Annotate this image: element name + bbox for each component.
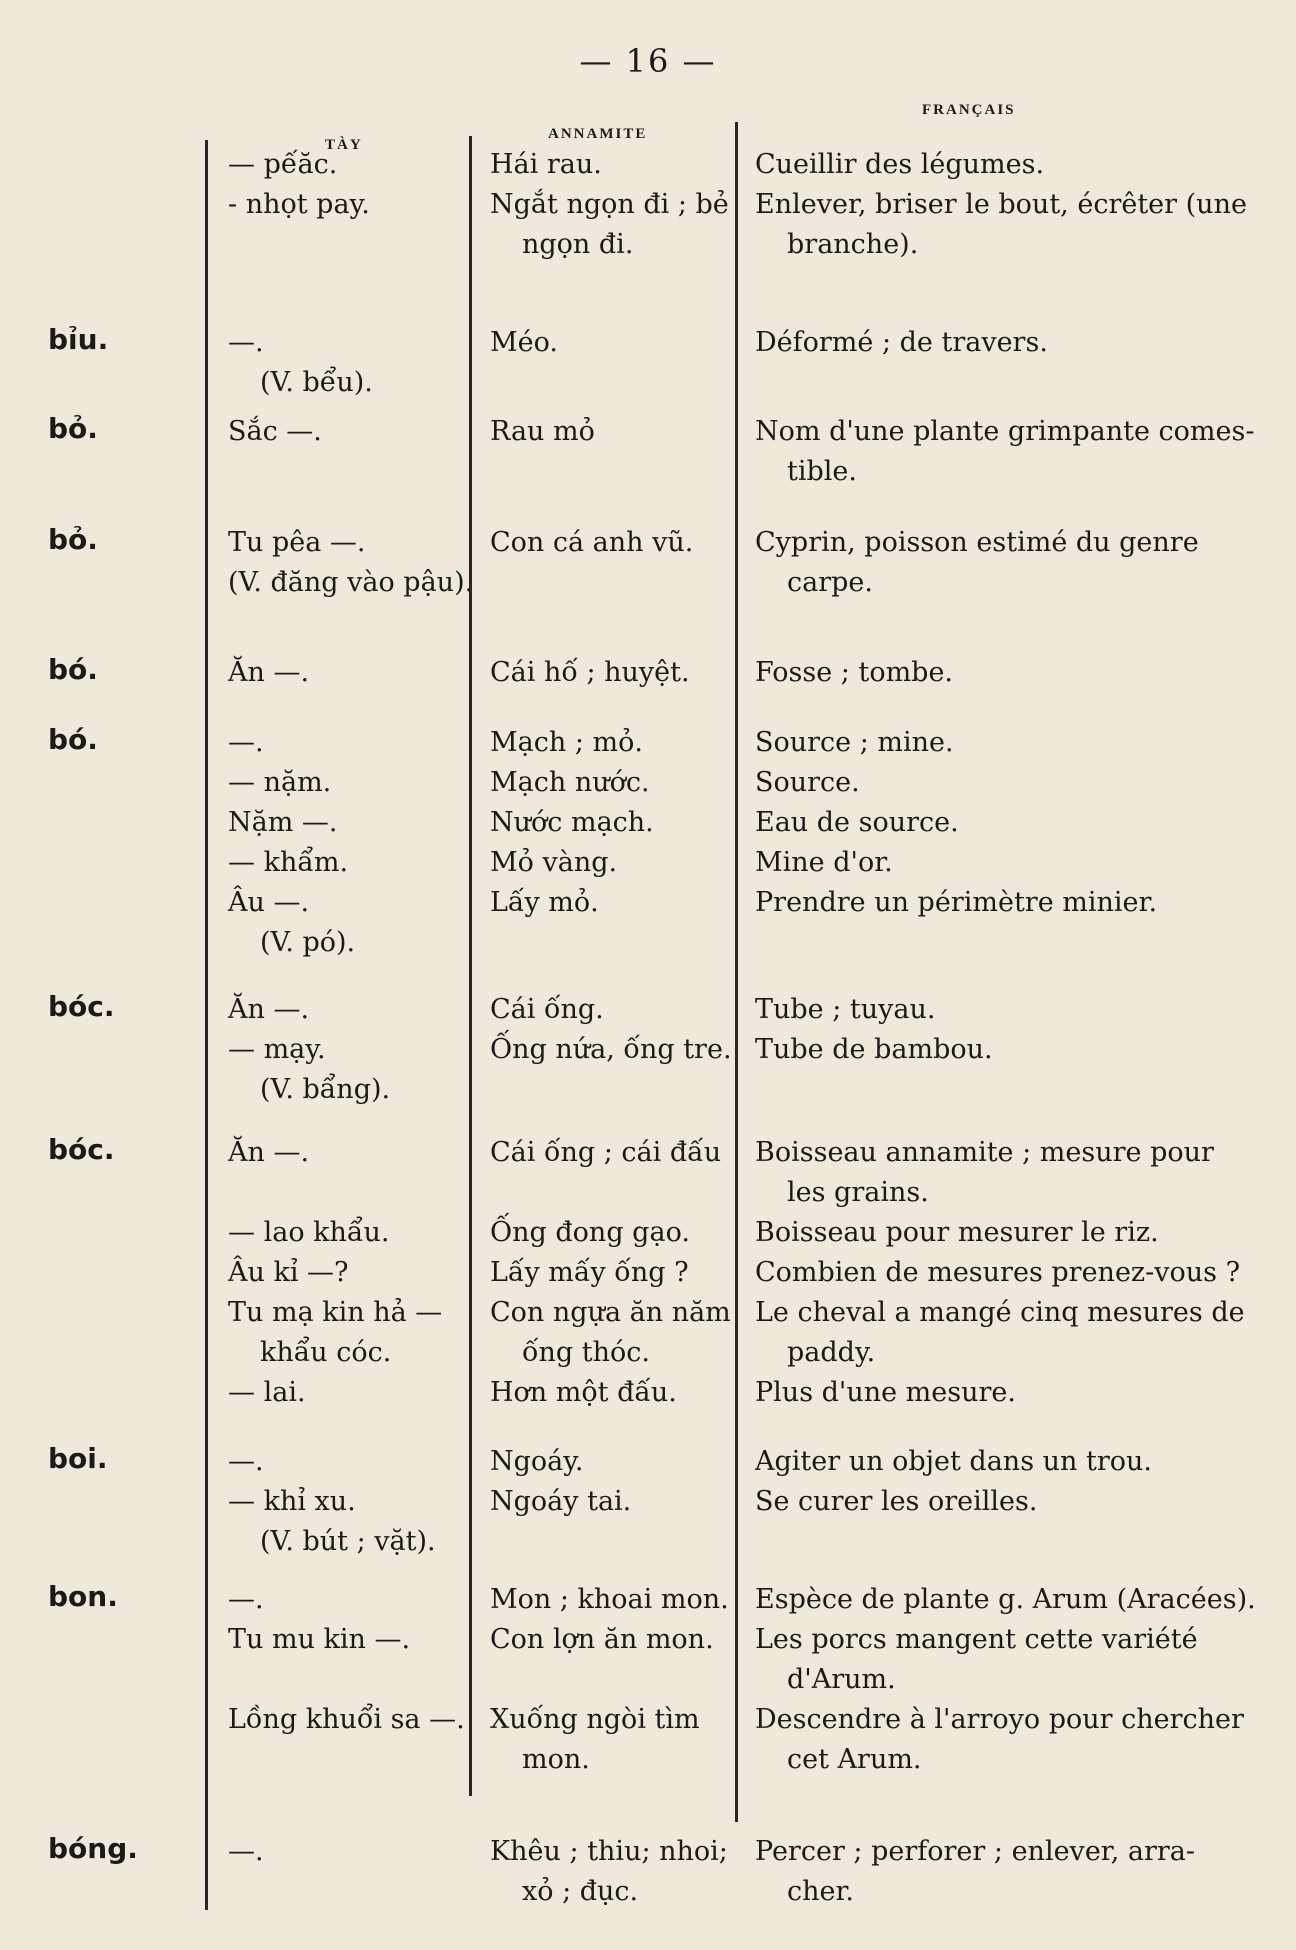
headword: bó. [48, 723, 98, 756]
entry-line [0, 1173, 1296, 1213]
tay-text: (V. bẩng). [260, 1074, 391, 1105]
entry-line [0, 412, 1296, 452]
entry-line [0, 1522, 1296, 1562]
francais-text: Le cheval a mangé cinq mesures de [755, 1297, 1245, 1328]
entry-line [0, 523, 1296, 563]
page-number: — 16 — [579, 42, 717, 80]
annamite-text: mon. [522, 1744, 590, 1775]
tay-text: — pếăc. [228, 149, 338, 180]
entry-line [0, 1832, 1296, 1872]
entry-line [0, 363, 1296, 403]
entry-line [0, 1580, 1296, 1620]
entry-line [0, 1620, 1296, 1660]
headword: bóc. [48, 990, 115, 1023]
francais-text: Espèce de plante g. Arum (Aracées). [755, 1584, 1256, 1615]
tay-text: — lao khẩu. [228, 1217, 390, 1248]
francais-text: Eau de source. [755, 807, 959, 838]
headword: boi. [48, 1442, 108, 1475]
entry-line [0, 1253, 1296, 1293]
francais-text: paddy. [787, 1337, 876, 1368]
annamite-text: xỏ ; đục. [522, 1876, 639, 1907]
francais-text: tible. [787, 456, 857, 487]
francais-text: Mine d'or. [755, 847, 893, 878]
entry-line [0, 1482, 1296, 1522]
francais-text: Percer ; perforer ; enlever, arra- [755, 1836, 1196, 1867]
annamite-text: Mỏ vàng. [490, 847, 618, 878]
annamite-text: Con ngựa ăn năm [490, 1297, 731, 1328]
entry-line [0, 145, 1296, 185]
annamite-text: ngọn đi. [522, 229, 634, 260]
annamite-text: Cái hố ; huyệt. [490, 657, 690, 688]
annamite-text: Lấy mỏ. [490, 887, 599, 918]
tay-text: Tu pêa —. [228, 527, 366, 558]
annamite-text: ống thóc. [522, 1337, 650, 1368]
annamite-text: Ngắt ngọn đi ; bẻ [490, 189, 729, 220]
headword: bon. [48, 1580, 118, 1613]
column-header-francais: FRANÇAIS [922, 102, 1016, 118]
francais-text: Prendre un périmètre minier. [755, 887, 1158, 918]
entry-line [0, 1660, 1296, 1700]
tay-text: Sắc —. [228, 416, 322, 447]
annamite-text: Mon ; khoai mon. [490, 1584, 729, 1615]
francais-text: Source ; mine. [755, 727, 954, 758]
tay-text: - nhọt pay. [228, 189, 370, 220]
tay-text: Ăn —. [228, 994, 310, 1025]
annamite-text: Mạch ; mỏ. [490, 727, 643, 758]
entry-line [0, 763, 1296, 803]
headword: bỉu. [48, 323, 109, 356]
francais-text: branche). [787, 229, 919, 260]
entry-line [0, 1213, 1296, 1253]
entry-line [0, 563, 1296, 603]
entry-line [0, 1700, 1296, 1740]
francais-text: Déformé ; de travers. [755, 327, 1048, 358]
tay-text: —. [228, 727, 264, 758]
annamite-text: Hơn một đấu. [490, 1377, 677, 1408]
annamite-text: Con lợn ăn mon. [490, 1624, 714, 1655]
tay-text: — khỉ xu. [228, 1486, 356, 1517]
annamite-text: Ống đong gạo. [490, 1217, 690, 1248]
tay-text: (V. đăng vào pậu). [228, 567, 474, 598]
tay-text: —. [228, 327, 264, 358]
francais-text: Tube de bambou. [755, 1034, 993, 1065]
annamite-text: Con cá anh vũ. [490, 527, 694, 558]
francais-text: Descendre à l'arroyo pour chercher [755, 1704, 1244, 1735]
entry-line [0, 883, 1296, 923]
tay-text: —. [228, 1446, 264, 1477]
francais-text: Tube ; tuyau. [755, 994, 936, 1025]
tay-text: Ăn —. [228, 657, 310, 688]
annamite-text: Méo. [490, 327, 558, 358]
tay-text: — khẩm. [228, 847, 349, 878]
entry-line [0, 1030, 1296, 1070]
entry-line [0, 225, 1296, 265]
francais-text: Cyprin, poisson estimé du genre [755, 527, 1199, 558]
annamite-text: Ống nứa, ống tre. [490, 1034, 732, 1065]
entry-line [0, 1133, 1296, 1173]
headword: bóng. [48, 1832, 138, 1865]
tay-text: — mạy. [228, 1034, 326, 1065]
francais-text: Cueillir des légumes. [755, 149, 1045, 180]
annamite-text: Mạch nước. [490, 767, 650, 798]
entry-line [0, 843, 1296, 883]
francais-text: Se curer les oreilles. [755, 1486, 1038, 1517]
entry-line [0, 1872, 1296, 1912]
tay-text: (V. bểu). [260, 367, 373, 398]
annamite-text: Nước mạch. [490, 807, 654, 838]
headword: bỏ. [48, 523, 98, 556]
annamite-text: Ngoáy. [490, 1446, 584, 1477]
tay-text: Tu mạ kin hả — [228, 1297, 443, 1328]
entry-line [0, 1740, 1296, 1780]
entry-line [0, 803, 1296, 843]
annamite-text: Khêu ; thiu; nhoi; [490, 1836, 728, 1867]
entry-line [0, 1333, 1296, 1373]
tay-text: Lồng khuổi sa —. [228, 1704, 465, 1735]
tay-text: (V. pó). [260, 927, 356, 958]
tay-text: Nặm —. [228, 807, 338, 838]
francais-text: d'Arum. [787, 1664, 896, 1695]
column-header-tay: TÀY [325, 137, 363, 153]
entry-line [0, 1293, 1296, 1333]
tay-text: —. [228, 1836, 264, 1867]
tay-text: Tu mu kin —. [228, 1624, 411, 1655]
francais-text: Boisseau pour mesurer le riz. [755, 1217, 1159, 1248]
entry-line [0, 1373, 1296, 1413]
entry-line [0, 185, 1296, 225]
tay-text: Ăn —. [228, 1137, 310, 1168]
entry-line [0, 723, 1296, 763]
entry-line [0, 323, 1296, 363]
francais-text: cet Arum. [787, 1744, 922, 1775]
headword: bó. [48, 653, 98, 686]
francais-text: Agiter un objet dans un trou. [755, 1446, 1152, 1477]
tay-text: —. [228, 1584, 264, 1615]
francais-text: Source. [755, 767, 860, 798]
annamite-text: Hái rau. [490, 149, 602, 180]
annamite-text: Xuống ngòi tìm [490, 1704, 700, 1735]
entry-line [0, 1070, 1296, 1110]
entry-line [0, 990, 1296, 1030]
headword: bỏ. [48, 412, 98, 445]
francais-text: les grains. [787, 1177, 929, 1208]
annamite-text: Ngoáy tai. [490, 1486, 632, 1517]
tay-text: Âu kỉ —? [228, 1257, 349, 1288]
annamite-text: Cái ống. [490, 994, 604, 1025]
tay-text: — lai. [228, 1377, 306, 1408]
francais-text: Nom d'une plante grimpante comes- [755, 416, 1255, 447]
tay-text: khẩu cóc. [260, 1337, 392, 1368]
entry-line [0, 452, 1296, 492]
annamite-text: Lấy mấy ống ? [490, 1257, 689, 1288]
francais-text: cher. [787, 1876, 855, 1907]
francais-text: Fosse ; tombe. [755, 657, 954, 688]
entry-line [0, 653, 1296, 693]
entry-line [0, 923, 1296, 963]
francais-text: carpe. [787, 567, 873, 598]
tay-text: (V. bút ; vặt). [260, 1526, 436, 1557]
francais-text: Les porcs mangent cette variété [755, 1624, 1198, 1655]
headword: bóc. [48, 1133, 115, 1166]
francais-text: Enlever, briser le bout, écrêter (une [755, 189, 1247, 220]
annamite-text: Cái ống ; cái đấu [490, 1137, 722, 1168]
tay-text: Âu —. [228, 887, 310, 918]
column-header-annamite: ANNAMITE [548, 126, 648, 142]
francais-text: Combien de mesures prenez-vous ? [755, 1257, 1241, 1288]
annamite-text: Rau mỏ [490, 416, 595, 447]
francais-text: Boisseau annamite ; mesure pour [755, 1137, 1214, 1168]
tay-text: — nặm. [228, 767, 332, 798]
entry-line [0, 1442, 1296, 1482]
francais-text: Plus d'une mesure. [755, 1377, 1016, 1408]
